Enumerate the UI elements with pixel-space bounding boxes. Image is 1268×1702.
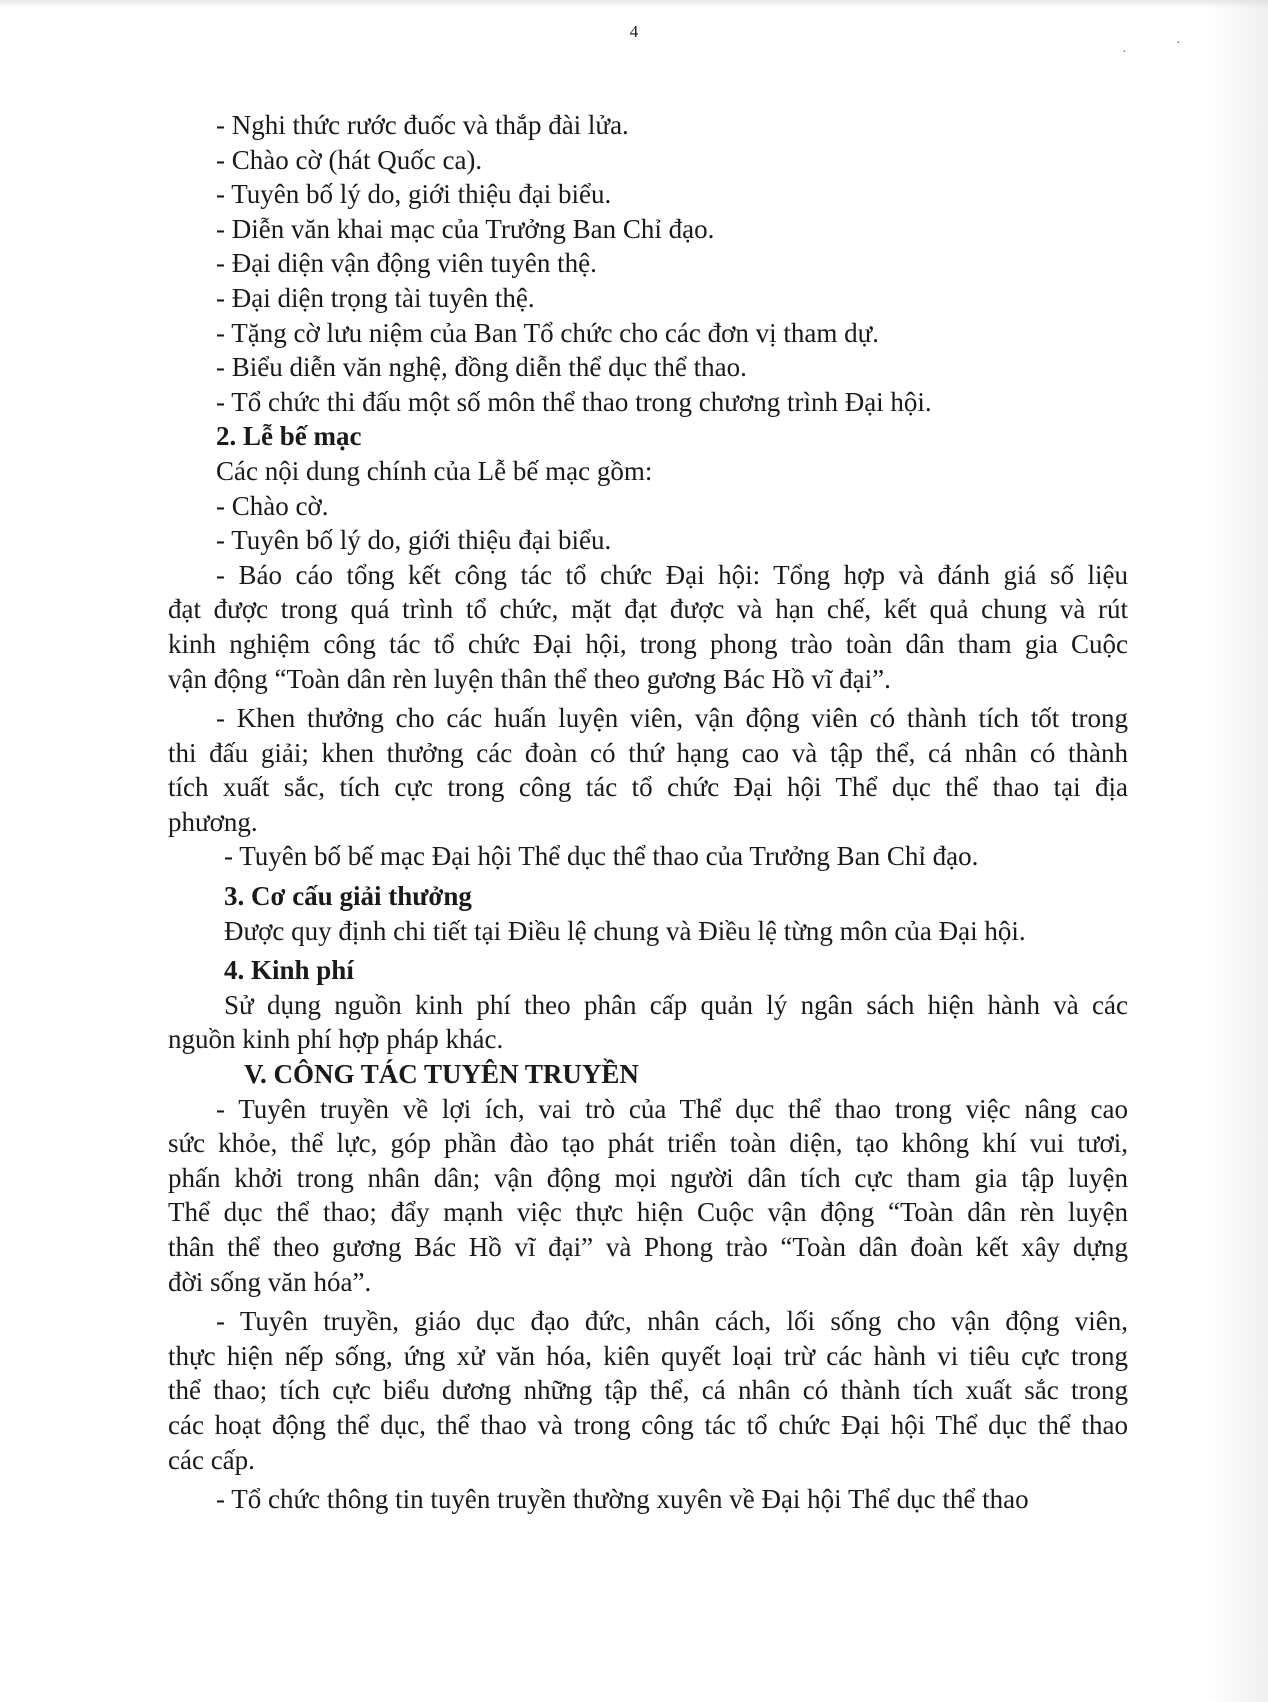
list-item: - Tặng cờ lưu niệm của Ban Tổ chức cho các đơn vị tham dự.	[216, 317, 880, 348]
section-heading: 3. Cơ cấu giải thưởng	[224, 881, 472, 912]
list-item: - Chào cờ.	[216, 490, 329, 521]
paragraph-line: Thể dục thể thao; đẩy mạnh việc thực hiện Cuộc vận động “Toàn dân rèn luyện	[168, 1197, 1128, 1228]
list-item: - Tổ chức thi đấu một số môn thể thao trong chương trình Đại hội.	[216, 386, 932, 417]
paragraph-line: Các nội dung chính của Lễ bế mạc gồm:	[216, 455, 653, 486]
list-item: - Biểu diễn văn nghệ, đồng diễn thể dục thể thao.	[216, 352, 747, 383]
list-item: - Nghi thức rước đuốc và thắp đài lửa.	[216, 110, 629, 140]
paragraph-line: thân thể theo gương Bác Hồ vĩ đại” và Phong trào “Toàn dân đoàn kết xây dựng	[168, 1232, 1128, 1262]
paragraph-line: kinh nghiệm công tác tổ chức Đại hội, trong phong trào toàn dân tham gia Cuộc	[168, 628, 1128, 659]
paragraph-line: đời sống văn hóa”.	[168, 1266, 372, 1297]
paragraph-line: - Tổ chức thông tin tuyên truyền thường xuyên về Đại hội Thể dục thể thao	[216, 1484, 1029, 1515]
section-heading: 4. Kinh phí	[224, 955, 354, 986]
paragraph-line: thi đấu giải; khen thưởng các đoàn có thứ hạng cao và tập thể, cá nhân có thành	[168, 737, 1128, 768]
paragraph-line: các cấp.	[168, 1444, 255, 1475]
section-heading: 2. Lễ bế mạc	[216, 421, 362, 452]
paragraph-line: sức khỏe, thể lực, góp phần đào tạo phát triển toàn diện, tạo không khí vui tươi,	[168, 1128, 1128, 1159]
section-heading: V. CÔNG TÁC TUYÊN TRUYỀN	[244, 1059, 639, 1090]
list-item: - Diễn văn khai mạc của Trưởng Ban Chỉ đạo.	[216, 213, 715, 244]
paragraph-line: phấn khởi trong nhân dân; vận động mọi người dân tích cực tham gia tập luyện	[168, 1162, 1128, 1193]
scan-speck: ·	[1122, 45, 1127, 60]
paragraph-line: thể thao; tích cực biểu dương những tập thể, cá nhân có thành tích xuất sắc trong	[168, 1375, 1128, 1406]
list-item: - Tuyên bố lý do, giới thiệu đại biểu.	[216, 525, 612, 556]
paragraph-line: thực hiện nếp sống, ứng xử văn hóa, kiên quyết loại trừ các hành vi tiêu cực trong	[168, 1340, 1128, 1371]
document-body	[168, 108, 1128, 1517]
paragraph-line: các hoạt động thể dục, thể thao và trong công tác tổ chức Đại hội Thể dục thể thao	[168, 1409, 1128, 1440]
list-item: - Tuyên bố lý do, giới thiệu đại biểu.	[216, 179, 612, 210]
paragraph-line: - Báo cáo tổng kết công tác tổ chức Đại hội: Tổng hợp và đánh giá số liệu	[216, 559, 1128, 590]
paragraph-line: phương.	[168, 806, 258, 837]
list-item: - Đại diện vận động viên tuyên thệ.	[216, 248, 597, 279]
list-item: - Chào cờ (hát Quốc ca).	[216, 144, 483, 175]
paragraph-line: - Khen thưởng cho các huấn luyện viên, vận động viên có thành tích tốt trong	[216, 703, 1128, 734]
paragraph-line: - Tuyên truyền về lợi ích, vai trò của Thể dục thể thao trong việc nâng cao	[216, 1093, 1128, 1124]
paragraph-line: Được quy định chi tiết tại Điều lệ chung và Điều lệ từng môn của Đại hội.	[224, 915, 1026, 946]
paragraph-line: vận động “Toàn dân rèn luyện thân thể theo gương Bác Hồ vĩ đại”.	[168, 663, 891, 694]
scan-top-shadow	[0, 0, 1268, 8]
paragraph-line: nguồn kinh phí hợp pháp khác.	[168, 1024, 504, 1055]
paragraph-line: - Tuyên truyền, giáo dục đạo đức, nhân cách, lối sống cho vận động viên,	[216, 1306, 1128, 1337]
scan-right-shadow	[1208, 0, 1268, 1702]
scan-speck: ·	[1176, 36, 1181, 51]
paragraph-line: - Tuyên bố bế mạc Đại hội Thể dục thể thao của Trưởng Ban Chỉ đạo.	[224, 841, 979, 872]
paragraph-line: đạt được trong quá trình tổ chức, mặt đạt được và hạn chế, kết quả chung và rút	[168, 594, 1128, 625]
list-item: - Đại diện trọng tài tuyên thệ.	[216, 282, 535, 313]
paragraph-line: Sử dụng nguồn kinh phí theo phân cấp quản lý ngân sách hiện hành và các	[224, 989, 1128, 1020]
page-number: 4	[629, 22, 639, 41]
paragraph-line: tích xuất sắc, tích cực trong công tác tổ chức Đại hội Thể dục thể thao tại địa	[168, 772, 1128, 803]
